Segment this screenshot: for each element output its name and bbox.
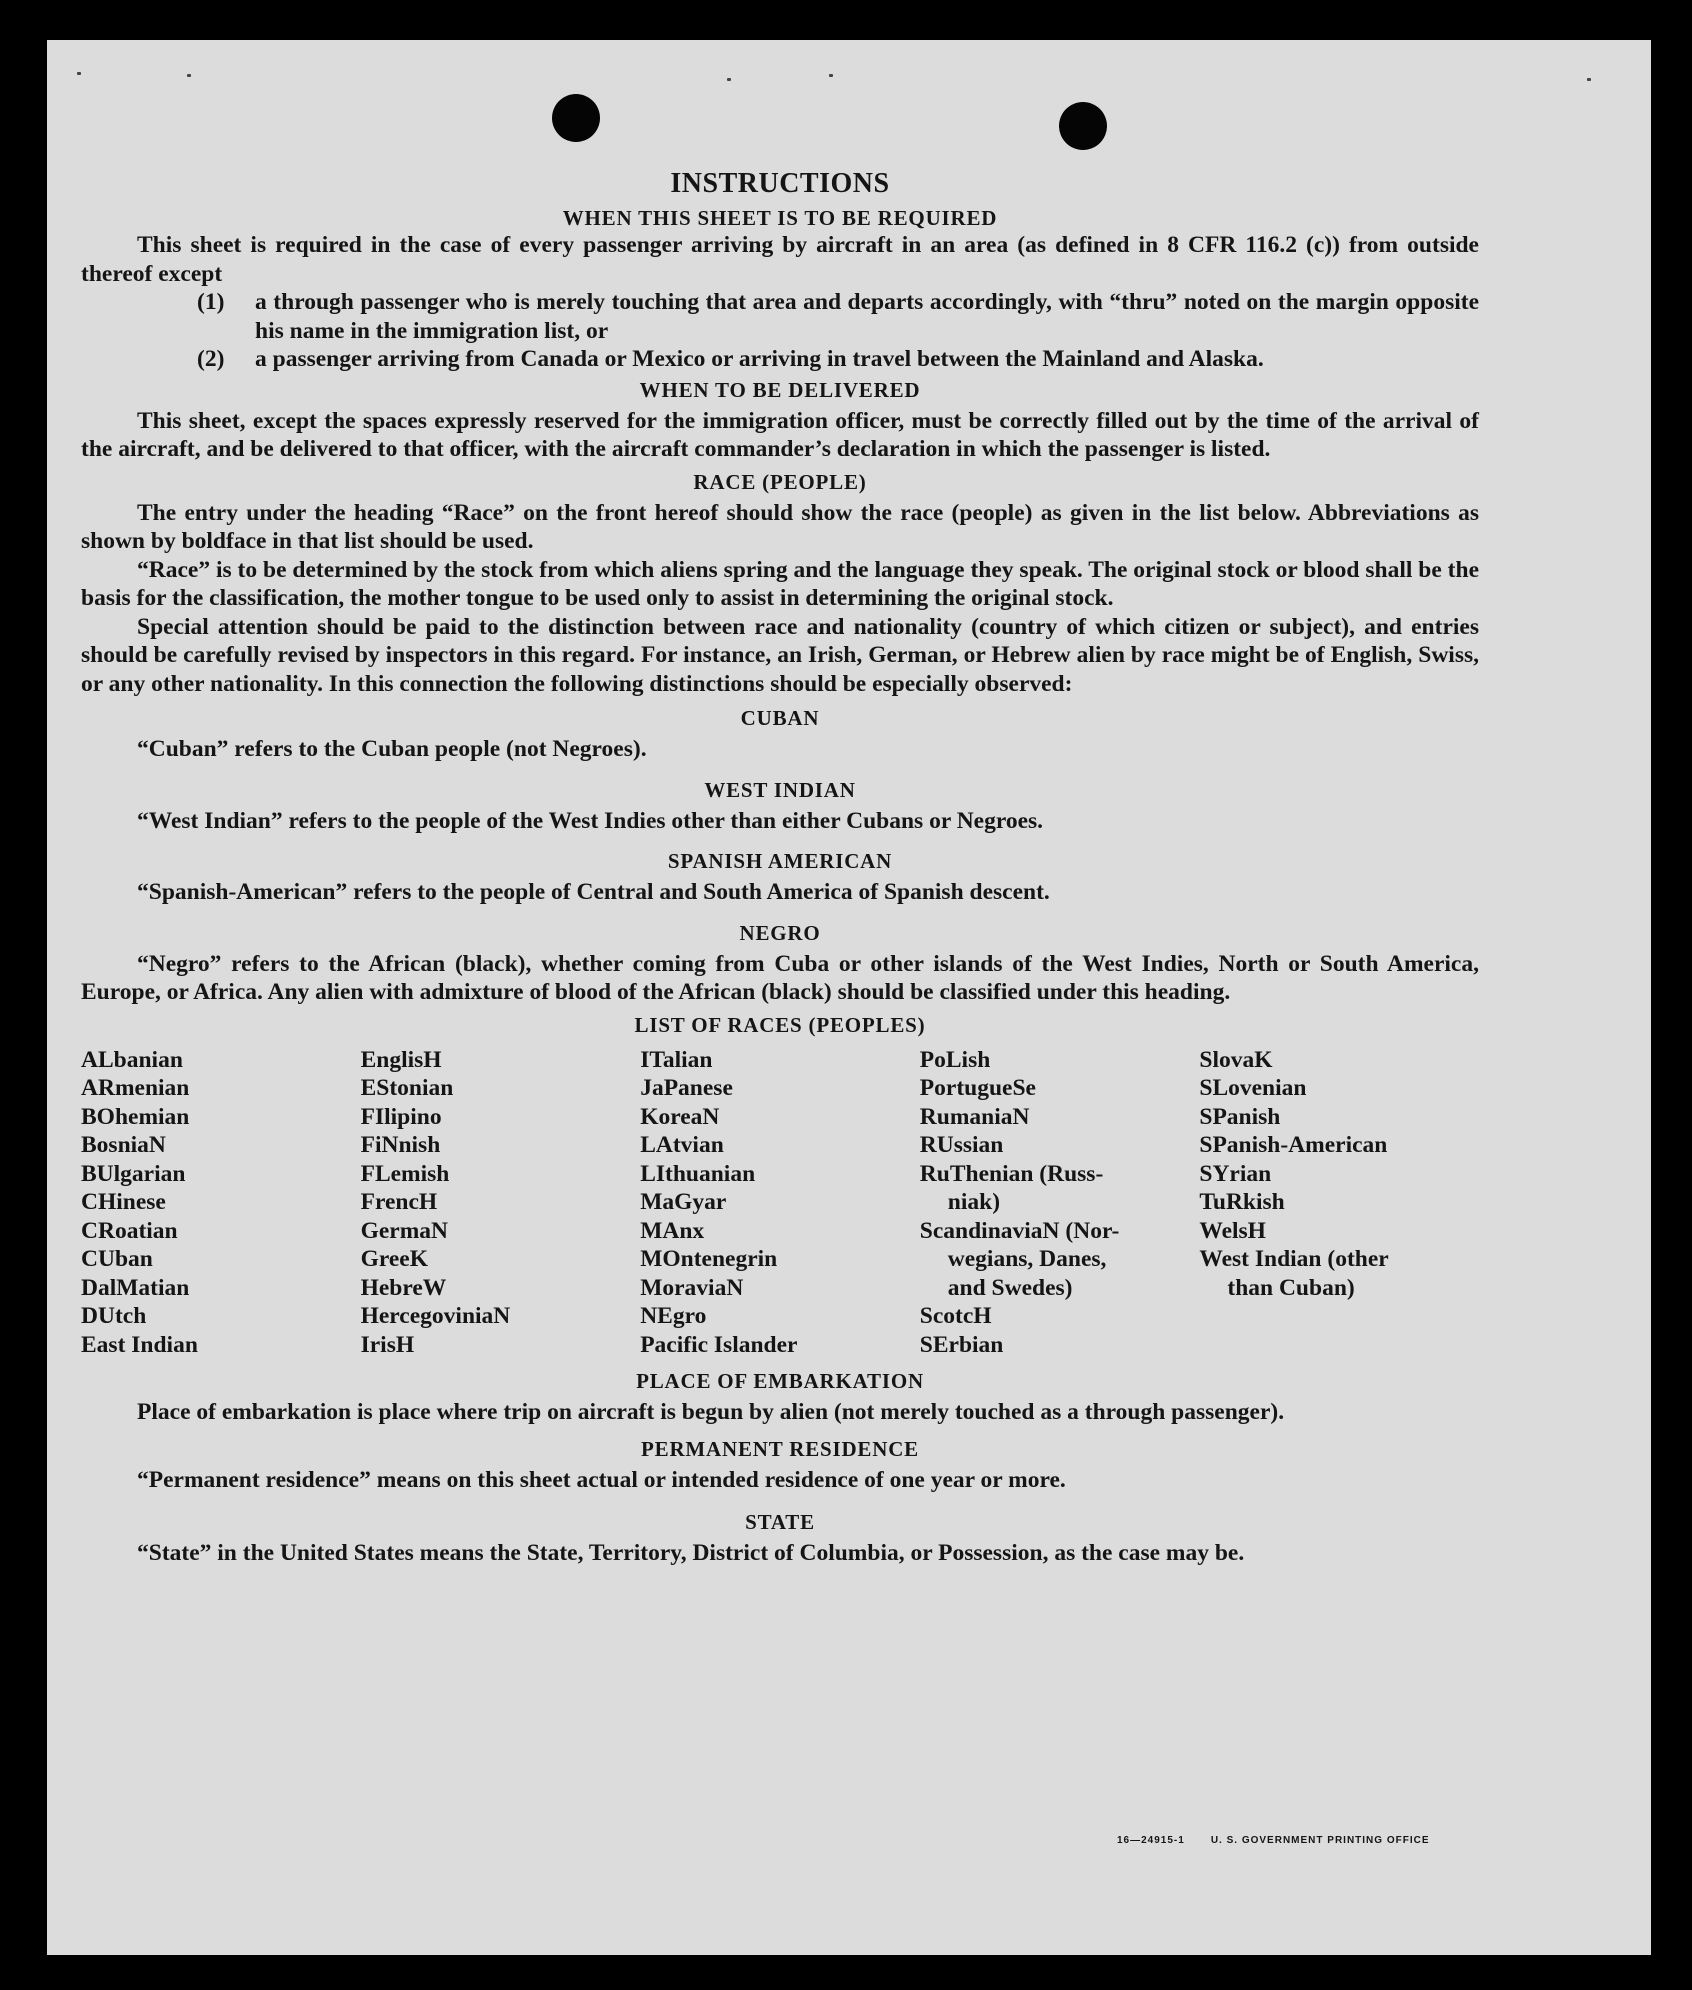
race-entry: FrencH [360,1189,438,1215]
paragraph-spanish-american: “Spanish-American” refers to the people of Central and South America of Spanish descent. [137,879,1050,905]
heading-when-delivered: WHEN TO BE DELIVERED [639,377,921,402]
race-entry: TuRkish [1199,1189,1285,1215]
exception-item [81,288,1479,345]
race-entry: BOhemian [81,1103,190,1130]
race-entry: SlovaK [1199,1046,1273,1073]
race-entry: PoLish [919,1046,991,1073]
page-title: INSTRUCTIONS [670,168,890,199]
race-entry: wegians, Danes, [947,1246,1107,1272]
footer [1117,1835,1456,1846]
race-entry: EStonian [360,1075,454,1101]
heading-race: RACE (PEOPLE) [693,469,867,494]
paragraph-race-3: Special attention should be paid to the distinction between race and nationality (country of which citizen or subject), and entries should be carefully revised by inspectors in this regard. For instance, an Irish, German, or Hebrew alien by race might be of English, Swiss, or any other nationality. In this connection the following distinctions should be especially observed: [81,613,1479,697]
speck [77,72,81,75]
paragraph-west-indian: “West Indian” refers to the people of the West Indies other than either Cubans or Negroes. [137,807,1044,834]
races-column [640,1046,920,1360]
race-entry: MAnx [640,1217,705,1244]
race-entry: RUssian [919,1132,1004,1158]
document-sheet [47,40,1651,1955]
paragraph-when-required: This sheet is required in the case of every passenger arriving by aircraft in an area (as defined in 8 CFR 116.2 (c)) from outside thereof except [81,232,1479,287]
race-entry: SYrian [1199,1160,1272,1187]
races-column [1199,1046,1479,1360]
heading-state: STATE [745,1510,815,1534]
race-entry: niak) [947,1189,1001,1215]
speck [829,74,833,77]
form-number: 16—24915-1 [1117,1835,1185,1846]
paragraph-state: “State” in the United States means the State, Territory, District of Columbia, or Possession, as the case may be. [137,1540,1245,1566]
race-entry: SPanish-American [1199,1132,1388,1158]
exception-item [81,345,1479,374]
race-entry: DUtch [81,1303,147,1329]
race-entry: WelsH [1199,1217,1266,1244]
paragraph-negro: “Negro” refers to the African (black), whether coming from Cuba or other islands of the West Indies, North or South America, Europe, or Africa. Any alien with admixture of blood of the African (black) should be classified under this heading. [81,950,1479,1005]
race-entry: East Indian [81,1331,198,1358]
document-content [81,168,1479,1568]
races-column [920,1046,1200,1360]
race-entry: and Swedes) [947,1274,1073,1301]
race-entry: GreeK [360,1246,429,1272]
race-entry: Pacific Islander [640,1331,798,1358]
race-entry: SLovenian [1199,1075,1307,1101]
punch-hole-right [1059,102,1107,150]
race-entry: MaGyar [640,1189,727,1215]
race-entry: LAtvian [640,1132,724,1158]
race-entry: SErbian [919,1331,1004,1358]
race-entry: RumaniaN [919,1103,1030,1130]
race-entry: CHinese [81,1189,166,1215]
speck [1587,78,1591,81]
race-entry: FIlipino [360,1103,442,1130]
race-entry: NEgro [640,1303,707,1329]
race-entry: FiNnish [360,1132,441,1158]
heading-cuban: CUBAN [740,706,820,730]
race-entry: ITalian [640,1046,713,1073]
heading-list-of-races: LIST OF RACES (PEOPLES) [634,1012,926,1037]
race-entry: MOntenegrin [640,1246,778,1272]
races-list [81,1046,1479,1360]
races-column [81,1046,361,1360]
race-entry: HercegoviniaN [360,1303,511,1329]
race-entry: ScandinaviaN (Nor- [919,1217,1120,1244]
race-entry: BUlgarian [81,1160,186,1187]
race-entry: PortugueSe [919,1075,1036,1101]
item-number: (2) [197,346,225,372]
paragraph-race-1: The entry under the heading “Race” on the front hereof should show the race (people) as given in the list below. Abbreviations as shown by boldface in that list should be used. [81,499,1479,554]
race-entry: MoraviaN [640,1274,744,1301]
paragraph-race-2: “Race” is to be determined by the stock from which aliens spring and the language they speak. The original stock or blood shall be the basis for the classification, the mother tongue to be used only to assist in determining the original stock. [81,556,1479,611]
heading-when-required: WHEN THIS SHEET IS TO BE REQUIRED [562,206,998,230]
race-entry: CUban [81,1246,153,1272]
heading-west-indian: WEST INDIAN [704,777,856,802]
race-entry: BosniaN [81,1132,166,1158]
paragraph-residence: “Permanent residence” means on this sheet actual or intended residence of one year or more. [137,1466,1066,1493]
race-entry: ScotcH [919,1303,992,1329]
paragraph-cuban: “Cuban” refers to the Cuban people (not Negroes). [137,736,647,762]
race-entry: FLemish [360,1160,450,1187]
race-entry: HebreW [360,1274,447,1301]
heading-embarkation: PLACE OF EMBARKATION [636,1369,924,1393]
race-entry: RuThenian (Russ- [919,1160,1104,1187]
paragraph-when-delivered: This sheet, except the spaces expressly reserved for the immigration officer, must be correctly filled out by the time of the arrival of the aircraft, and be delivered to that officer, with the aircraft commander’s declaration in which the passenger is listed. [81,407,1479,462]
printer-imprint: U. S. GOVERNMENT PRINTING OFFICE [1210,1835,1430,1846]
item-text: a through passenger who is merely touching that area and departs accordingly, with “thru” noted on the margin opposite his name in the immigration list, or [255,289,1479,344]
race-entry: LIthuanian [640,1160,756,1187]
race-entry: CRoatian [81,1217,178,1244]
race-entry: GermaN [360,1217,449,1244]
race-entry: EnglisH [360,1046,442,1073]
speck [727,78,731,81]
race-entry: SPanish [1199,1103,1281,1130]
paragraph-embarkation: Place of embarkation is place where trip on aircraft is begun by alien (not merely touched as a through passenger). [137,1399,1285,1425]
heading-residence: PERMANENT RESIDENCE [641,1436,919,1461]
speck [187,74,191,77]
race-entry: DalMatian [81,1274,190,1301]
heading-negro: NEGRO [739,920,821,945]
race-entry: than Cuban) [1227,1274,1355,1301]
heading-spanish-american: SPANISH AMERICAN [667,849,893,873]
punch-hole-left [552,94,600,142]
race-entry: ALbanian [81,1046,183,1073]
item-text: a passenger arriving from Canada or Mexico or arriving in travel between the Mainland and Alaska. [255,346,1264,372]
races-column [361,1046,641,1360]
race-entry: KoreaN [640,1103,720,1130]
race-entry: IrisH [360,1331,415,1358]
item-number: (1) [197,289,225,315]
race-entry: West Indian (other [1199,1246,1389,1272]
race-entry: JaPanese [640,1075,733,1101]
race-entry: ARmenian [81,1075,190,1101]
